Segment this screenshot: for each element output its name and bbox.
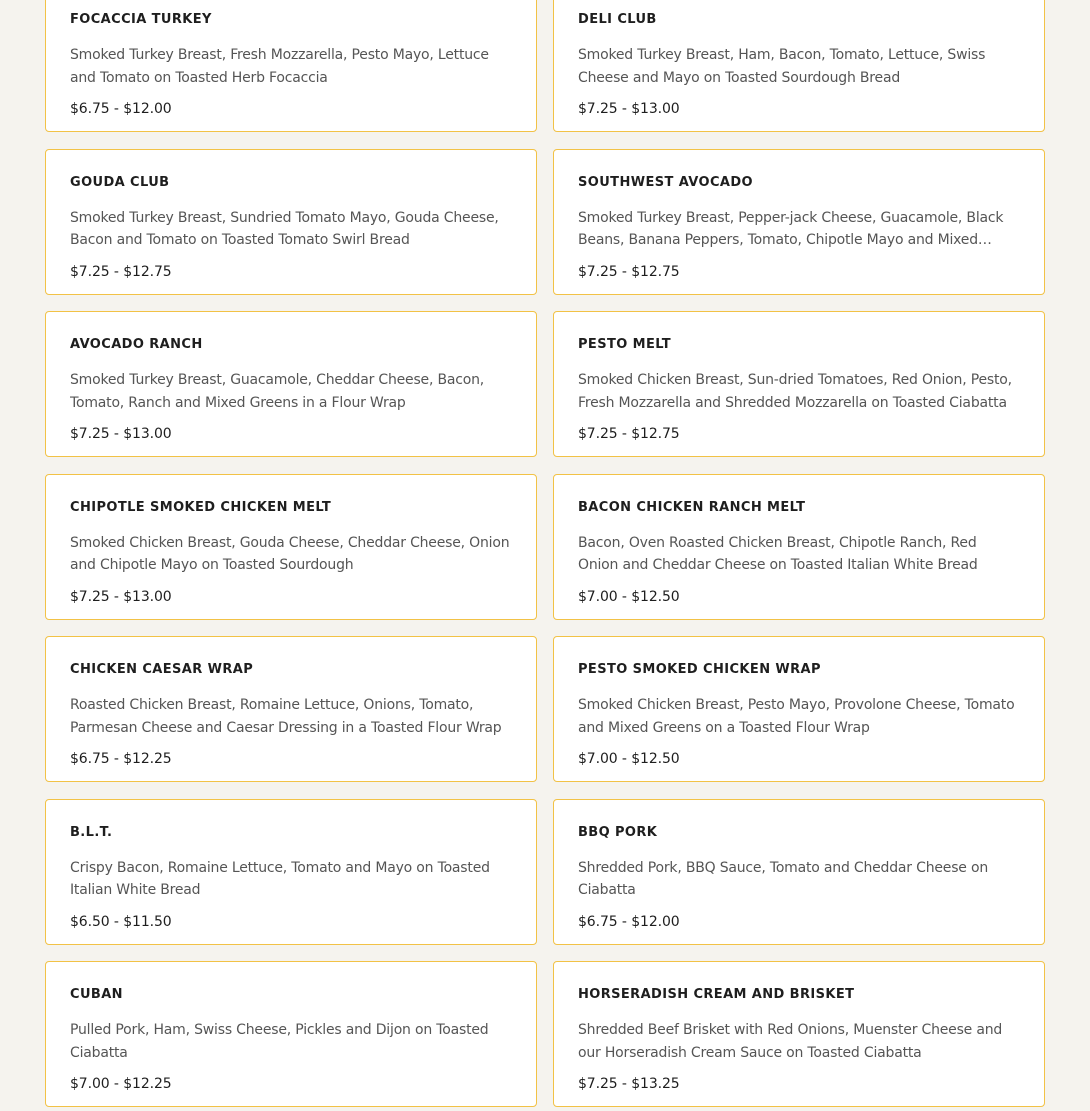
menu-item-price: $6.75 - $12.00 [578,913,680,930]
menu-item-price: $7.00 - $12.50 [578,751,680,767]
menu-item-card[interactable] [553,799,1045,945]
menu-item-title: CHIPOTLE SMOKED CHICKEN MELT [70,499,332,515]
menu-item-price: $7.25 - $12.75 [578,426,680,442]
menu-item-price: $7.00 - $12.25 [70,1076,172,1092]
menu-item-title: CHICKEN CAESAR WRAP [70,662,254,677]
menu-item-description: Smoked Chicken Breast, Sun-dried Tomatoes, Red Onion, Pesto, Fresh Mozzarella and Shredded Mozzarella on Toasted Ciabatta [578,372,1012,411]
menu-item-title: BBQ PORK [578,824,658,840]
menu-item-price: $7.00 - $12.50 [578,588,680,605]
menu-item-price: $7.25 - $12.75 [578,263,680,280]
menu-item-price: $7.25 - $12.75 [70,263,172,280]
menu-item-card[interactable] [45,474,537,620]
menu-item-card[interactable] [45,636,537,782]
menu-item-title: GOUDA CLUB [70,174,170,190]
menu-item-card[interactable] [45,799,537,945]
menu-item-card[interactable] [45,0,537,132]
menu-item-price: $7.25 - $13.25 [578,1076,680,1092]
menu-item-description: Bacon, Oven Roasted Chicken Breast, Chipotle Ranch, Red Onion and Cheddar Cheese on Toasted Italian White Bread [578,534,978,573]
menu-item-card[interactable] [45,961,537,1107]
menu-item-description: Smoked Turkey Breast, Ham, Bacon, Tomato, Lettuce, Swiss Cheese and Mayo on Toasted Sourdough Bread [578,47,986,86]
menu-item-price: $6.50 - $11.50 [70,913,172,930]
menu-item-price: $7.25 - $13.00 [578,101,680,117]
menu-item-title: B.L.T. [70,824,113,840]
menu-item-description: Pulled Pork, Ham, Swiss Cheese, Pickles and Dijon on Toasted Ciabatta [70,1022,489,1061]
menu-item-price: $6.75 - $12.00 [70,101,172,117]
menu-item-title: PESTO SMOKED CHICKEN WRAP [578,662,821,677]
menu-item-description: Smoked Chicken Breast, Pesto Mayo, Provolone Cheese, Tomato and Mixed Greens on a Toasted Flour Wrap [578,697,1015,736]
menu-item-description: Shredded Beef Brisket with Red Onions, Muenster Cheese and our Horseradish Cream Sauce on Toasted Ciabatta [578,1022,1003,1061]
menu-item-description: Smoked Turkey Breast, Pepper-jack Cheese, Guacamole, Black Beans, Banana Peppers, Tomato, Chipotle Mayo and Mixed [578,209,1004,248]
menu-item-description: Crispy Bacon, Romaine Lettuce, Tomato and Mayo on Toasted Italian White Bread [70,859,490,898]
menu-item-description: Smoked Turkey Breast, Sundried Tomato Mayo, Gouda Cheese, Bacon and Tomato on Toasted Tomato Swirl Bread [70,209,499,248]
menu-item-description: Smoked Chicken Breast, Gouda Cheese, Cheddar Cheese, Onion and Chipotle Mayo on Toasted Sourdough [70,534,510,573]
menu-item-description: Smoked Turkey Breast, Fresh Mozzarella, Pesto Mayo, Lettuce and Tomato on Toasted Herb Focaccia [70,47,489,86]
menu-item-description: Roasted Chicken Breast, Romaine Lettuce, Onions, Tomato, Parmesan Cheese and Caesar Dressing in a Toasted Flour Wrap [70,697,502,736]
menu-item-card[interactable] [553,149,1045,295]
menu-item-card[interactable] [553,474,1045,620]
menu-item-title: BACON CHICKEN RANCH MELT [578,499,806,515]
menu-item-price: $7.25 - $13.00 [70,588,172,605]
menu-item-title: PESTO MELT [578,337,672,352]
menu-item-description: Shredded Pork, BBQ Sauce, Tomato and Cheddar Cheese on Ciabatta [578,859,988,898]
menu-item-description: Smoked Turkey Breast, Guacamole, Cheddar Cheese, Bacon, Tomato, Ranch and Mixed Greens in a Flour Wrap [70,372,485,411]
menu-item-card[interactable] [45,311,537,457]
menu-item-price: $7.25 - $13.00 [70,426,172,442]
menu-item-card[interactable] [45,149,537,295]
menu-item-title: DELI CLUB [578,12,657,27]
menu-item-title: SOUTHWEST AVOCADO [578,174,754,190]
menu-item-card[interactable] [553,636,1045,782]
menu-item-card[interactable] [553,311,1045,457]
menu-item-price: $6.75 - $12.25 [70,751,172,767]
menu-item-title: FOCACCIA TURKEY [70,12,212,27]
menu-item-card[interactable] [553,0,1045,132]
menu-item-title: HORSERADISH CREAM AND BRISKET [578,987,855,1002]
menu-item-title: AVOCADO RANCH [70,337,203,352]
menu-grid [45,0,1045,1107]
menu-item-title: CUBAN [70,987,123,1002]
menu-item-card[interactable] [553,961,1045,1107]
